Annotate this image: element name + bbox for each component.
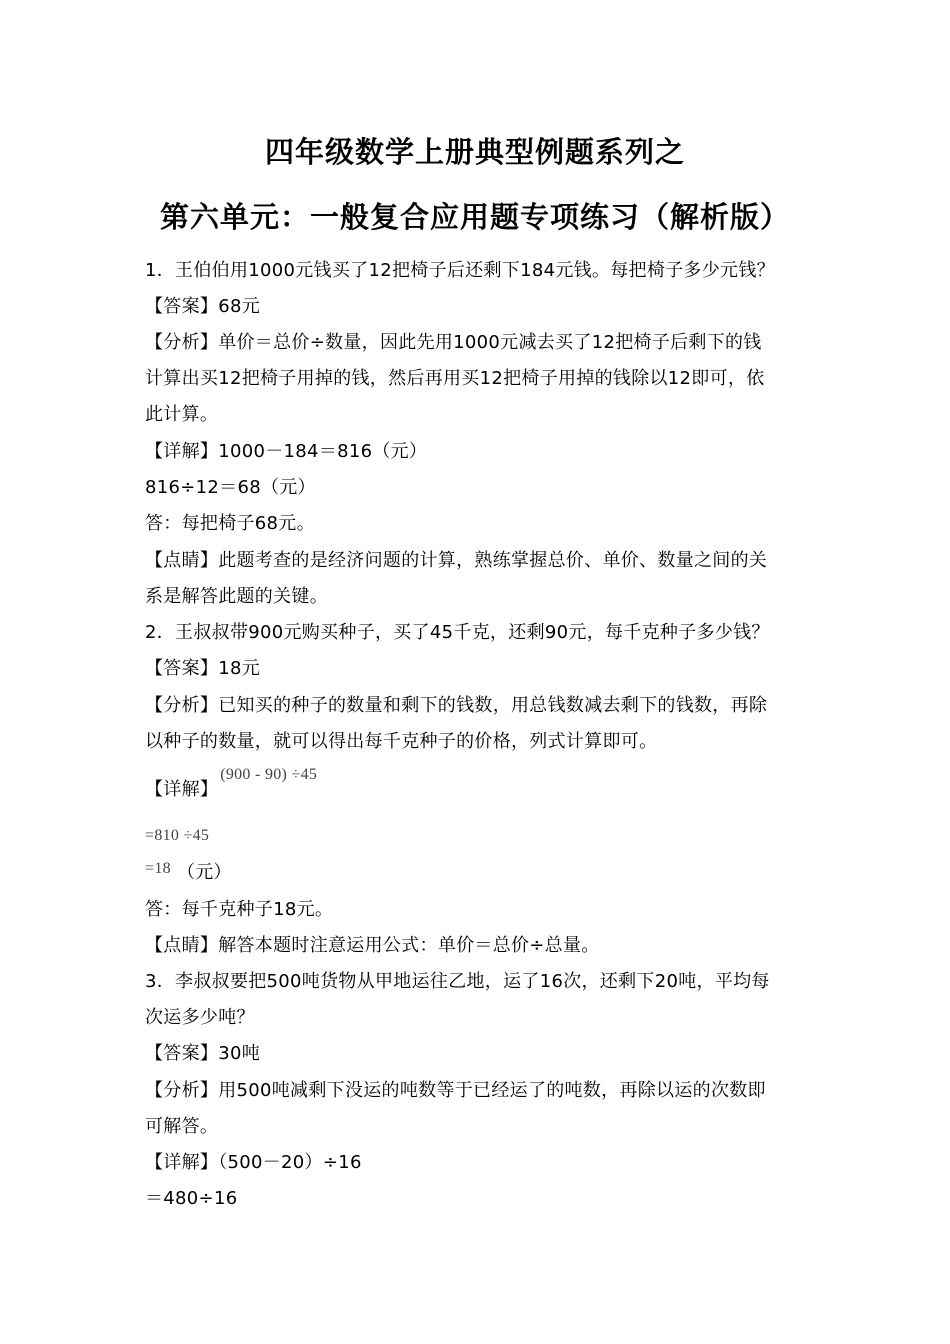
q2-detail-formula2: =810 ÷45: [145, 827, 210, 844]
q2-reply: 答：每千克种子18元。: [145, 899, 334, 920]
document-title-line2: 第六单元：一般复合应用题专项练习（解析版）: [159, 200, 790, 234]
q2-question: 2．王叔叔带900元购买种子，买了45千克，还剩90元，每千克种子多少钱？: [145, 622, 770, 643]
q3-detail-line2: ＝480÷16: [145, 1188, 238, 1209]
q1-comment-line2: 系是解答此题的关键。: [145, 586, 328, 607]
q1-analysis-line1: 【分析】单价＝总价÷数量，因此先用1000元减去买了12把椅子后剩下的钱: [145, 332, 762, 353]
q2-detail-line1: [145, 766, 825, 803]
q1-comment-line1: 【点睛】此题考查的是经济问题的计算，熟练掌握总价、单价、数量之间的关: [145, 550, 768, 571]
q2-detail-line3: [145, 861, 825, 886]
q2-answer: 【答案】18元: [145, 658, 261, 679]
q1-question: 1．王伯伯用1000元钱买了12把椅子后还剩下184元钱。每把椅子多少元钱？: [145, 260, 775, 281]
q2-detail-unit: （元）: [176, 862, 232, 883]
q2-analysis-line1: 【分析】已知买的种子的数量和剩下的钱数，用总钱数减去剩下的钱数，再除: [145, 695, 768, 716]
q3-detail-line1: 【详解】（500－20）÷16: [145, 1152, 362, 1173]
q2-detail-label: 【详解】: [145, 779, 219, 800]
q2-comment: 【点睛】解答本题时注意运用公式：单价＝总价÷总量。: [145, 935, 600, 956]
q3-analysis-line2: 可解答。: [145, 1116, 219, 1137]
q2-detail-formula: (900 - 90) ÷45: [220, 766, 318, 783]
q1-answer: 【答案】68元: [145, 296, 261, 317]
q3-question-line2: 次运多少吨？: [145, 1007, 255, 1028]
q3-analysis-line1: 【分析】用500吨减剩下没运的吨数等于已经运了的吨数，再除以运的次数即: [145, 1080, 766, 1101]
q3-question-line1: 3．李叔叔要把500吨货物从甲地运往乙地，运了16次，还剩下20吨，平均每: [145, 971, 770, 992]
q2-detail-formula3: =18: [145, 860, 171, 877]
document-title-line1: 四年级数学上册典型例题系列之: [264, 135, 685, 169]
q1-detail-line2: 816÷12＝68（元）: [145, 477, 316, 498]
q2-detail-line2: [145, 823, 825, 848]
q3-answer: 【答案】30吨: [145, 1043, 261, 1064]
q1-analysis-line3: 此计算。: [145, 404, 219, 425]
q1-analysis-line2: 计算出买12把椅子用掉的钱，然后再用买12把椅子用掉的钱除以12即可，依: [145, 368, 765, 389]
q2-analysis-line2: 以种子的数量，就可以得出每千克种子的价格，列式计算即可。: [145, 731, 658, 752]
q1-detail-line1: 【详解】1000－184＝816（元）: [145, 441, 428, 462]
q1-reply: 答：每把椅子68元。: [145, 513, 315, 534]
